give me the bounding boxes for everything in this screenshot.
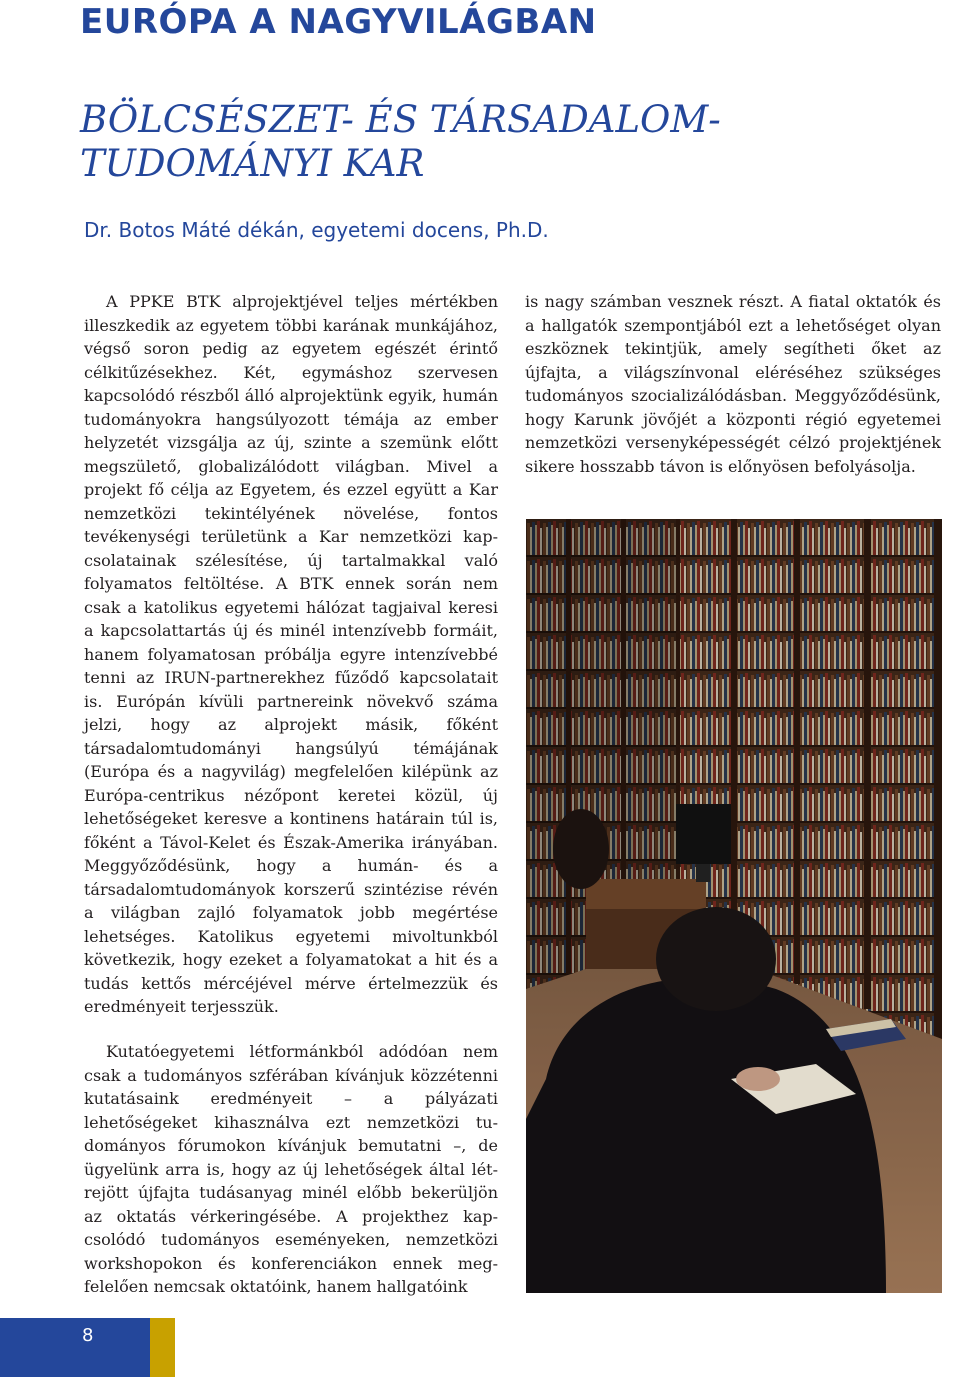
faculty-title bbox=[80, 98, 720, 186]
body-paragraph-2: Kutatóegyetemi létformánkból adódóan nem csak a tudományos szférában kívánjuk közzétenni kutatásaink eredményeit – a pályázati lehetőségeket kihasználva ezt nemzetközi tudományos fórumokon kívánjuk bemutatni –, de ügyelünk arra is, hogy az új lehetőségek által létrejött újfajta tudásanyag minél előbb bekerüljön az oktatás vérkeringésébe. A projekthez kapcsolódó tudományos eseményeken, nemzetközi workshopokon és konferenciákon ennek megfelelően nemcsak oktatóink, hanem hallgatóink bbox=[84, 1042, 498, 1296]
body-paragraph-3: is nagy számban vesznek részt. A fiatal oktatók és a hallgatók szempontjából ezt a lehetőséget olyan eszköznek tekintjük, amely segítheti őket az újfajta, a világszínvonal eléréséhez szükséges tudományos szocializálódásban. Meggyőződésünk, hogy Karunk jövőjét a központi régió egyetemei nemzetközi versenyképességét célzó projektjének sikere hosszabb távon is előnyösen befolyásolja. bbox=[525, 292, 941, 476]
faculty-title-line-2: TUDOMÁNYI KAR bbox=[80, 142, 425, 185]
right-column bbox=[525, 290, 941, 478]
footer-color-bar bbox=[0, 1318, 150, 1377]
left-column-lower bbox=[84, 1040, 498, 1299]
body-paragraph-1: A PPKE BTK alprojektjével teljes mértékben illeszkedik az egyetem többi karának munkájához, végső soron pedig az egyetem egészét érintő célkitűzésekhez. Két, egymáshoz szervesen kapcsolódó részből álló alprojektünk egyik, humán tudományokra hangsúlyozott témája az ember helyzetét vizsgálja az új, szinte a szemünk előtt megszülető, globalizálódott világban. Mivel a projekt fő célja az Egyetem, és ezzel együtt a Kar nemzetközi tekintélyének növelése, fontos tevékenységi területünk a Kar nemzetközi kapcsolatainak szélesítése, új tartalmakkal való folyamatos feltöltése. A BTK ennek során nem csak a katolikus egyetemi hálózat tagjaival keresi a kapcsolattartás új és minél intenzívebb formáit, hanem folyamatosan próbálja egyre intenzívebbé tenni az IRUN-partnerekhez fűződő kapcsolatait is. Európán kívüli partnereink növekvő száma jelzi, hogy az alprojekt másik, főként társadalomtudományi hangsúlyú témájának (Európa és a nagyvilág) megfelelően kilépünk az Európa-centrikus nézőpont keretei közül, új lehetőségeket keresve a kontinens határain túl is, főként a Távol-Kelet és Észak-Amerika irányában. Meggyőződésünk, hogy a humán- és a társadalomtudományok korszerű szintézise révén a világban zajló folyamatok jobb megértése lehetséges. Katolikus egyetemi mivoltunkból következik, hogy ezeket a folyamatokat a hit és a tudás kettős mércéjével mérve értelmezzük és eredményeit terjesszük. bbox=[84, 292, 498, 1016]
page-number: 8 bbox=[82, 1325, 94, 1346]
section-header-title: EURÓPA A NAGYVILÁGBAN bbox=[80, 2, 597, 42]
left-column bbox=[84, 290, 498, 1019]
library-reading-room-photo bbox=[526, 519, 942, 1293]
faculty-title-line-1: BÖLCSÉSZET- ÉS TÁRSADALOM- bbox=[80, 98, 721, 141]
author-byline: Dr. Botos Máté dékán, egyetemi docens, Ph.D. bbox=[84, 218, 549, 242]
footer-accent-bar bbox=[150, 1318, 175, 1377]
